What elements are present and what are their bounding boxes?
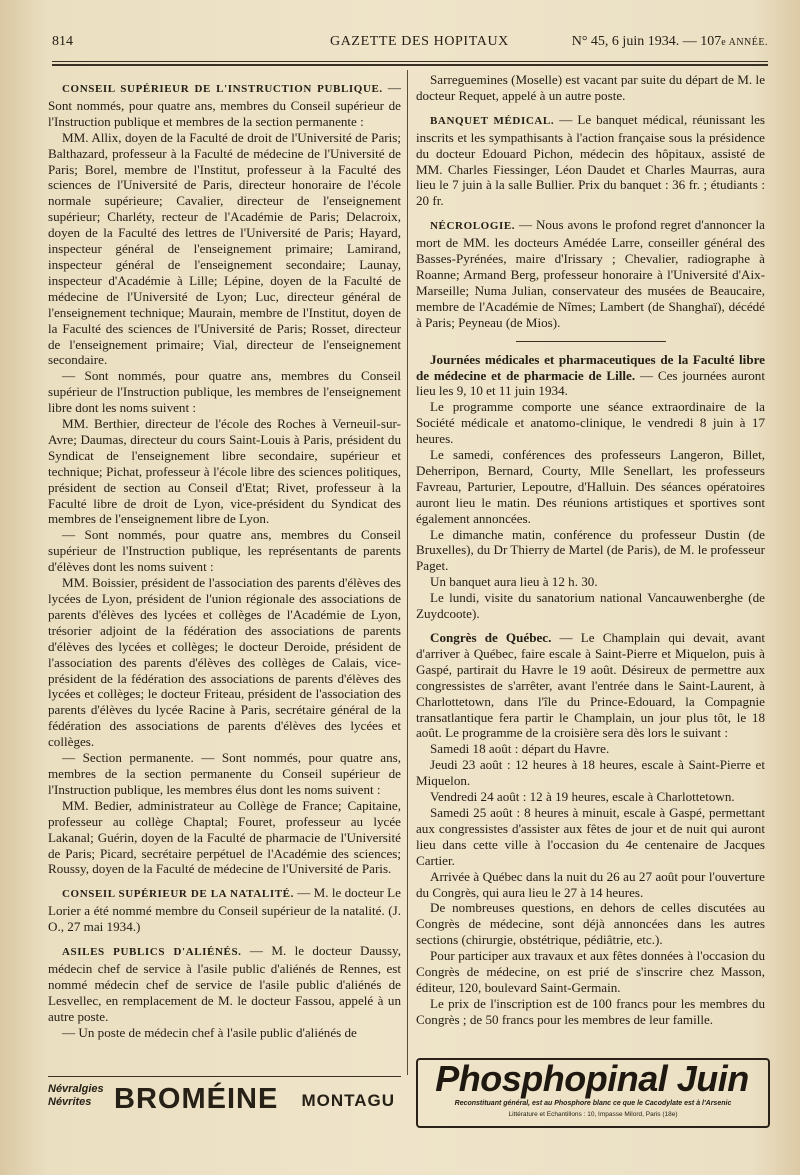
paragraph-text: Samedi 18 août : départ du Havre. (430, 741, 610, 757)
issue-text: N° 45, 6 juin 1934. — 107 (571, 34, 722, 49)
advertisement-phosphopinal (416, 1058, 770, 1128)
paragraph (416, 574, 765, 590)
paragraph-text: MM. Berthier, directeur de l'école des Roches à Verneuil-sur-Avre; Daumas, directeur du cours Saint-Louis à Paris, président du Syndicat de l'enseignement libre secondaire, supérieur et technique; Pichat, professeur à l'école libre des sciences politiques, président de section au Conseil d'Etat; Rivet, professeur à la Faculté libre de droit de Lyon, vice-président du Syndicat des membres de l'enseignement libre de Lyon. (48, 416, 401, 527)
ad-indication-2: Névrites (48, 1096, 92, 1108)
paragraph (416, 869, 765, 901)
paragraph-text: MM. Bedier, administrateur au Collège de France; Capitaine, professeur au collège Chaptal; Fouret, professeur au lycée Lakanal; Guérin, doyen de la Faculté de pharmacie de l'Université de Paris; Picard, secrétaire perpétuel de l'Académie des sciences; Roussy, doyen de la Faculté de médecine de l'Université de Paris. (48, 797, 401, 877)
section-heading: BANQUET MÉDICAL. (430, 114, 555, 127)
paragraph (416, 217, 765, 330)
column-separator (407, 70, 408, 1075)
paragraph (48, 527, 401, 575)
paragraph (48, 575, 401, 750)
header-rule-thick (52, 64, 768, 66)
paragraph-text: Jeudi 23 août : 12 heures à 18 heures, escale à Saint-Pierre et Miquelon. (416, 757, 765, 789)
paragraph-text: Sarreguemines (Moselle) est vacant par suite du départ de M. le docteur Requet, appelé à un autre poste. (416, 72, 765, 103)
ad-maker: MONTAGU (301, 1091, 395, 1110)
right-column-events (416, 352, 765, 1028)
paragraph (48, 885, 401, 935)
ad-indications (48, 1083, 104, 1109)
paragraph (416, 352, 765, 400)
page-number: 814 (52, 34, 73, 49)
paragraph-text: — M. le docteur Daussy, médecin chef de service à l'asile public d'aliénés de Rennes, est nommé médecin chef de service de l'asile public d'aliénés de Lesvellec, en remplacement de M. le docteur Fassou, appelé à un autre poste. (48, 943, 401, 1024)
paragraph (48, 416, 401, 527)
paragraph (48, 1025, 401, 1041)
paragraph (416, 112, 765, 209)
paragraph (48, 750, 401, 798)
issue-info (572, 34, 768, 50)
paragraph (416, 399, 765, 447)
paragraph-text: — Un poste de médecin chef à l'asile public d'aliénés de (62, 1024, 357, 1040)
paragraph (416, 72, 765, 104)
paragraph (416, 789, 765, 805)
page-header (52, 34, 768, 54)
section-heading: CONSEIL SUPÉRIEUR DE LA NATALITÉ. (62, 888, 294, 901)
section-divider (516, 341, 666, 342)
right-column-notices (416, 72, 765, 331)
paragraph-text: — Sont nommés, pour quatre ans, membres du Conseil supérieur de l'Instruction publique, les membres de l'enseignement libre dont les noms suivent : (48, 368, 401, 416)
paragraph-text: Le prix de l'inscription est de 100 francs pour les membres du Congrès ; de 50 francs pour les membres de leur famille. (416, 995, 765, 1027)
paragraph-text: — Le banquet médical, réunissant les inscrits et les sympathisants à l'action française sous la présidence du docteur Edouard Pichon, médecin des hôpitaux, assisté de MM. Charles Fiessinger, Léon Daudet et Charles Maurras, aura lieu le 7 juin à la salle Bullier. Prix du banquet : 36 fr. ; étudiants : 20 fr. (416, 111, 765, 209)
paragraph (416, 630, 765, 741)
paragraph (48, 130, 401, 369)
paragraph-text: MM. Boissier, président de l'association des parents d'élèves des lycées de Lyon, président de l'union régionale des associations de parents d'élèves des lycées et collèges de l'Académie de Lyon, trésorier adjoint de la fédération des associations de parents d'élèves des lycées et collèges; le docteur Deroide, président de l'association des parents d'élèves des collèges de Calais, vice-président de la fédération des associations de parents d'élèves des lycées et collèges; le docteur Friteau, président de l'association des parents d'élèves du lycée Racine à Paris, secrétaire général de la fédération des associations de parents d'élèves des lycées et collèges. (48, 575, 401, 750)
paragraph-text: Le samedi, conférences des professeurs Langeron, Billet, Deherripon, Bernard, Courty, Mlle Senellart, les professeurs Favreau, Parturier, Lepoutre, d'Halluin. Des séances opératoires auront lieu le matin. Des réunions artistiques et sportives sont également annoncées. (416, 447, 765, 526)
ad-tagline: Reconstituant général, est au Phosphore blanc ce que le Cacodylate est à l'Arsenic (454, 1100, 732, 1107)
paragraph-text: Le programme comporte une séance extraordinaire de la Société médicale et anatomo-clinique, le vendredi 8 juin à 17 heures. (416, 399, 765, 447)
paragraph-text: Le dimanche matin, conférence du professeur Dustin (de Bruxelles), du Dr Thierry de Martel (de Paris), de M. le professeur Paget. (416, 526, 765, 574)
right-column (416, 72, 765, 1028)
paragraph (416, 757, 765, 789)
paragraph (48, 798, 401, 878)
issue-suffix: e ANNÉE. (721, 37, 768, 48)
section-heading: ASILES PUBLICS D'ALIÉNÉS. (62, 946, 242, 959)
paragraph-text: Vendredi 24 août : 12 à 19 heures, escale à Charlottetown. (430, 789, 735, 805)
paragraph (416, 900, 765, 948)
paragraph-text: — Sont nommés, pour quatre ans, membres du Conseil supérieur de l'Instruction publique et membres de la section permanente : (48, 80, 401, 129)
header-rule (52, 61, 768, 62)
paragraph-text: Un banquet aura lieu à 12 h. 30. (430, 574, 598, 590)
paragraph-text: — Sont nommés, pour quatre ans, membres du Conseil supérieur de l'Instruction publique, les représentants de parents d'élèves dont les noms suivent : (48, 527, 401, 575)
paragraph (416, 948, 765, 996)
ad-indication-1: Névralgies (48, 1083, 104, 1095)
paragraph (416, 590, 765, 622)
section-heading: CONSEIL SUPÉRIEUR DE L'INSTRUCTION PUBLIQUE. (62, 83, 383, 95)
paragraph (416, 805, 765, 869)
paragraph (416, 447, 765, 527)
paragraph (48, 80, 401, 130)
paragraph-text: Pour participer aux travaux et aux fêtes données à l'occasion du Congrès de médecine, on est prié de s'inscrire chez Masson, éditeur, 120, boulevard Saint-Germain. (416, 948, 765, 995)
paragraph-text: — M. le docteur Le Lorier a été nommé membre du Conseil supérieur de la natalité. (J. O., 27 mai 1934.) (48, 885, 401, 935)
paragraph-text: Samedi 25 août : 8 heures à minuit, escale à Gaspé, permettant aux congressistes d'assister aux fêtes de jour et de nuit qui auront lieu dans cette ville à l'occasion du 4e centenaire de Jacques Cartier. (416, 804, 765, 868)
left-column (48, 72, 401, 1040)
ad-brand-phosphopinal: Phosphopinal Juin (435, 1058, 749, 1099)
paragraph-text: MM. Allix, doyen de la Faculté de droit de l'Université de Paris; Balthazard, professeur à la Faculté de médecine de l'Université de Paris; Borel, membre de l'Institut, professeur à la Faculté des sciences de l'Université de Paris, directeur honoraire de l'école normale supérieure; Cavalier, directeur de l'enseignement supérieur; Charléty, recteur de l'Académie de Paris; Delacroix, doyen de la Faculté des lettres de l'Université de Paris; Hayard, inspecteur général de l'enseignement primaire; Lamirand, inspecteur général de l'enseignement secondaire; Launay, inspecteur d'Académie à Lille; Lépine, doyen de la Faculté de médecine de l'Université de Lyon; Luc, directeur général de l'enseignement technique; Maurain, membre de l'Institut, doyen de la Faculté des sciences de l'Université de Paris; Rosset, directeur de l'enseignement primaire; Vial, directeur de l'enseignement secondaire. (48, 129, 401, 368)
paragraph-text: Le lundi, visite du sanatorium national Vancauwenberghe (de Zuydcoote). (416, 590, 765, 622)
section-heading: Congrès de Québec. (430, 630, 552, 645)
paragraph (48, 943, 401, 1025)
paragraph-text: — Section permanente. — Sont nommés, pour quatre ans, membres de la section permanente du Conseil supérieur de l'Instruction publique, les membres élus dont les noms suivent : (48, 750, 401, 797)
paragraph (48, 368, 401, 416)
paragraph-text: De nombreuses questions, en dehors de celles discutées au Congrès de médecine, sont déjà annoncées dans les autres sections (chirurgie, obstétrique, pédiâtrie, etc.). (416, 900, 765, 948)
paragraph-text: Arrivée à Québec dans la nuit du 26 au 27 août pour l'ouverture du Congrès, qui aura lieu le 27 à 14 heures. (416, 868, 765, 900)
paragraph-text: — Nous avons le profond regret d'annoncer la mort de MM. les docteurs Amédée Larre, conseiller général des Basses-Pyrénées, maire d'Irissary ; Chevalier, radiographe à Roanne; Armand Berg, professeur honoraire à l'Université d'Aix-Marseille; Numa Julian, conservateur des musées de Beaucaire, membre de l'Académie de Nîmes; Lambert (de Shanghaï), décédé à Paris; Peyneau (de Mios). (416, 217, 765, 330)
paragraph-text: — Le Champlain qui devait, avant d'arriver à Québec, faire escale à Saint-Pierre et Miquelon, puis à Gaspé, partirait du Havre le 19 août. Désireux de permettre aux congressistes de s'arrêter, avant l'entrée dans le Saint-Laurent, à Charlottetown, dans l'île du Prince-Edouard, la Compagnie transatlantique fera partir le Champlain, un jour plus tôt, le 18 août. Le programme de la croisière sera dès lors le suivant : (416, 630, 765, 741)
paragraph (416, 741, 765, 757)
ad-address: Littérature et Echantillons : 10, Impasse Milord, Paris (18e) (508, 1111, 678, 1118)
journal-title: GAZETTE DES HOPITAUX (330, 34, 509, 49)
paragraph-text: — Ces journées auront lieu les 9, 10 et 11 juin 1934. (416, 367, 765, 399)
paragraph (416, 996, 765, 1028)
section-heading: Journées médicales et pharmaceutiques de la Faculté libre de médecine et de pharmacie de Lille. (416, 351, 765, 383)
ad-brand: BROMÉINE (114, 1083, 279, 1115)
advertisement-bromeine (48, 1076, 401, 1123)
paragraph (416, 527, 765, 575)
section-heading: NÉCROLOGIE. (430, 220, 516, 233)
